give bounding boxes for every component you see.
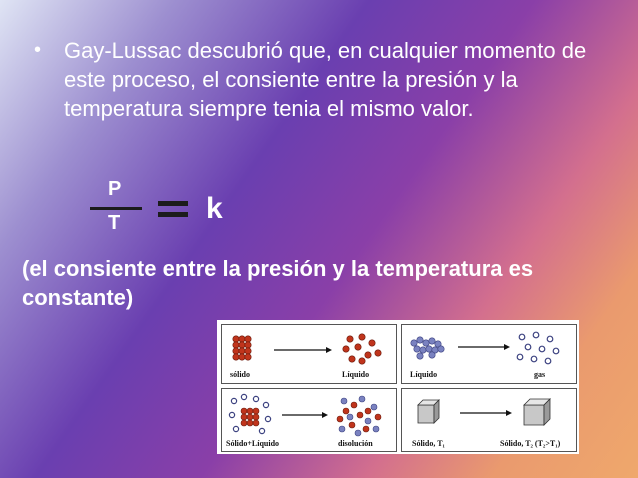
bullet-text: Gay-Lussac descubrió que, en cualquier momento de este proceso, el consiente entre la presión y la temperatura siempre tenia el mismo valor. bbox=[64, 38, 587, 121]
panel-thermal-expansion bbox=[401, 388, 577, 452]
panel-solid-liquid bbox=[221, 324, 397, 384]
panel-1-right-label: Líquido bbox=[342, 370, 370, 379]
formula-numerator: P bbox=[108, 178, 122, 200]
formula-constant: k bbox=[206, 192, 223, 225]
panel-4-right-label: Sólido, T₂ (T₂>T₁) bbox=[500, 439, 561, 448]
phase-change-figure bbox=[217, 320, 579, 454]
equals-sign-icon bbox=[158, 199, 188, 219]
panel-3-right-label: disolución bbox=[338, 439, 373, 448]
panel-2-right-label: gas bbox=[534, 370, 546, 379]
formula-denominator: T bbox=[108, 212, 121, 234]
panel-3-left-label: Sólido+Líquido bbox=[226, 439, 280, 448]
pressure-temperature-formula bbox=[90, 178, 240, 238]
panel-dissolution bbox=[221, 388, 397, 452]
panel-4-left-label: Sólido, T₁ bbox=[412, 439, 445, 448]
constant-note: (el consiente entre la presión y la temperatura es constante) bbox=[22, 256, 534, 310]
bullet-dot-icon: • bbox=[34, 39, 42, 61]
bullet-point bbox=[34, 36, 604, 123]
panel-1-left-label: sólido bbox=[230, 370, 251, 379]
fraction-bar bbox=[90, 207, 142, 210]
panel-liquid-gas bbox=[401, 324, 577, 384]
panel-2-left-label: Líquido bbox=[410, 370, 438, 379]
